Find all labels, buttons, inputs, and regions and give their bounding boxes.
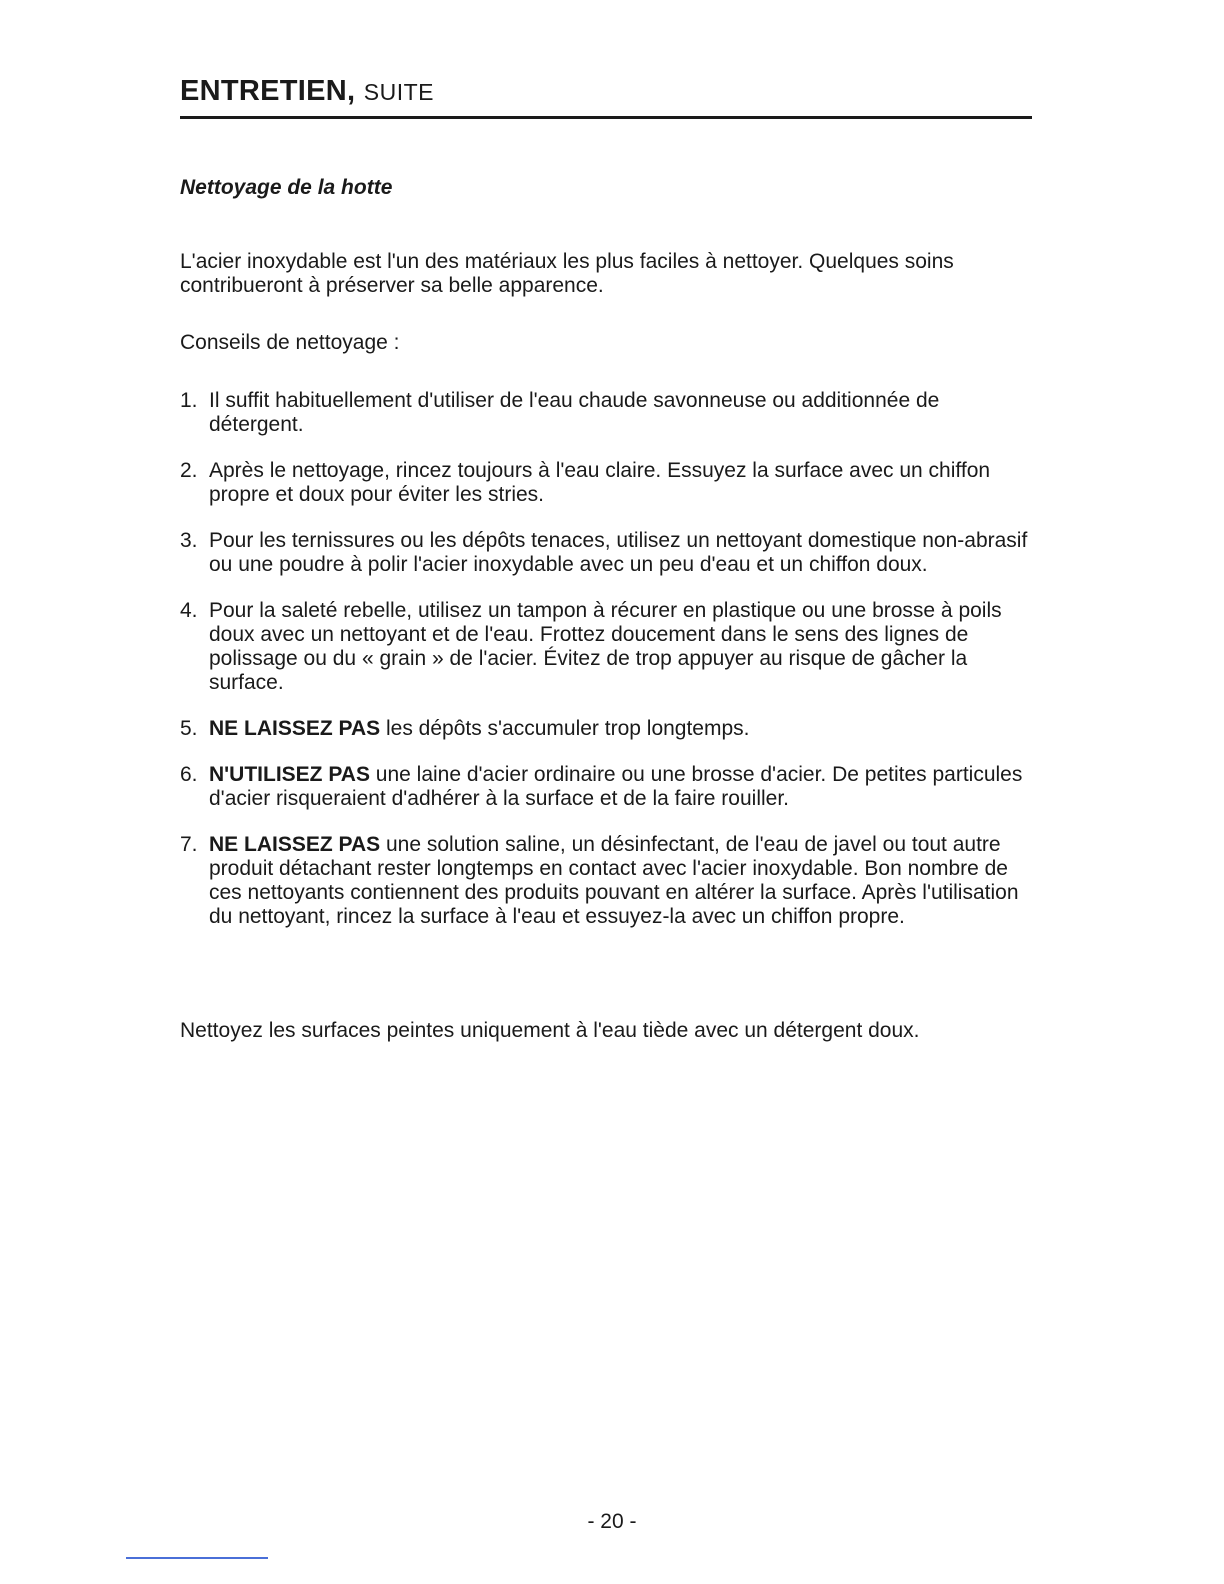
list-item (180, 529, 1032, 577)
intro-paragraph: L'acier inoxydable est l'un des matériaux les plus faciles à nettoyer. Quelques soins contribueront à préserver sa belle apparence. (180, 250, 954, 297)
step-body: Il suffit habituellement d'utiliser de l'eau chaude savonneuse ou additionnée de détergent. (209, 389, 940, 436)
step-body: les dépôts s'accumuler trop longtemps. (380, 717, 750, 740)
step-warning: NE LAISSEZ PAS (209, 833, 381, 856)
tips-label: Conseils de nettoyage : (180, 331, 400, 354)
list-item (180, 717, 1032, 741)
step-body: Pour les ternissures ou les dépôts tenaces, utilisez un nettoyant domestique non-abrasif ou une poudre à polir l'acier inoxydable avec un peu d'eau et un chiffon doux. (209, 529, 1028, 576)
page-number: - 20 - (587, 1510, 637, 1533)
step-text (209, 599, 1032, 695)
step-number: 1. (180, 389, 198, 412)
step-body: une laine d'acier ordinaire ou une brosse d'acier. De petites particules d'acier risqueraient d'adhérer à la surface et de la faire rouiller. (209, 763, 1023, 810)
page-header (180, 76, 1032, 119)
step-number: 2. (180, 459, 198, 482)
list-item (180, 459, 1032, 507)
step-number: 3. (180, 529, 198, 552)
step-number: 4. (180, 599, 198, 622)
section-title: Nettoyage de la hotte (180, 176, 393, 199)
list-item (180, 389, 1032, 437)
step-text (209, 459, 1032, 507)
step-text (209, 389, 1032, 437)
page-title-sub: SUITE (363, 79, 434, 105)
list-item (180, 833, 1032, 929)
step-text (209, 763, 1032, 811)
cleaning-steps-list (180, 389, 1032, 951)
step-number: 5. (180, 717, 198, 740)
painted-surfaces-note: Nettoyez les surfaces peintes uniquement à l'eau tiède avec un détergent doux. (180, 1019, 920, 1042)
step-number: 7. (180, 833, 198, 856)
step-body: une solution saline, un désinfectant, de l'eau de javel ou tout autre produit détachant rester longtemps en contact avec l'acier inoxydable. Bon nombre de ces nettoyants contiennent des produits pouvant en altérer la surface. Après l'utilisation du nettoyant, rincez la surface à l'eau et essuyez-la avec un chiffon propre. (209, 833, 1019, 928)
page-title (180, 75, 434, 108)
step-body: Après le nettoyage, rincez toujours à l'eau claire. Essuyez la surface avec un chiffon propre et doux pour éviter les stries. (209, 459, 991, 506)
step-body: Pour la saleté rebelle, utilisez un tampon à récurer en plastique ou une brosse à poils doux avec un nettoyant et de l'eau. Frottez doucement dans le sens des lignes de polissage ou du « grain » de l'acier. Évitez de trop appuyer au risque de gâcher la surface. (209, 599, 1002, 694)
footer-rule (126, 1557, 268, 1559)
step-text (209, 717, 1032, 741)
page-title-main: ENTRETIEN, (180, 75, 356, 107)
list-item (180, 599, 1032, 695)
step-text (209, 529, 1032, 577)
list-item (180, 763, 1032, 811)
step-text (209, 833, 1032, 929)
step-number: 6. (180, 763, 198, 786)
step-warning: NE LAISSEZ PAS (209, 717, 381, 740)
step-warning: N'UTILISEZ PAS (209, 763, 370, 786)
